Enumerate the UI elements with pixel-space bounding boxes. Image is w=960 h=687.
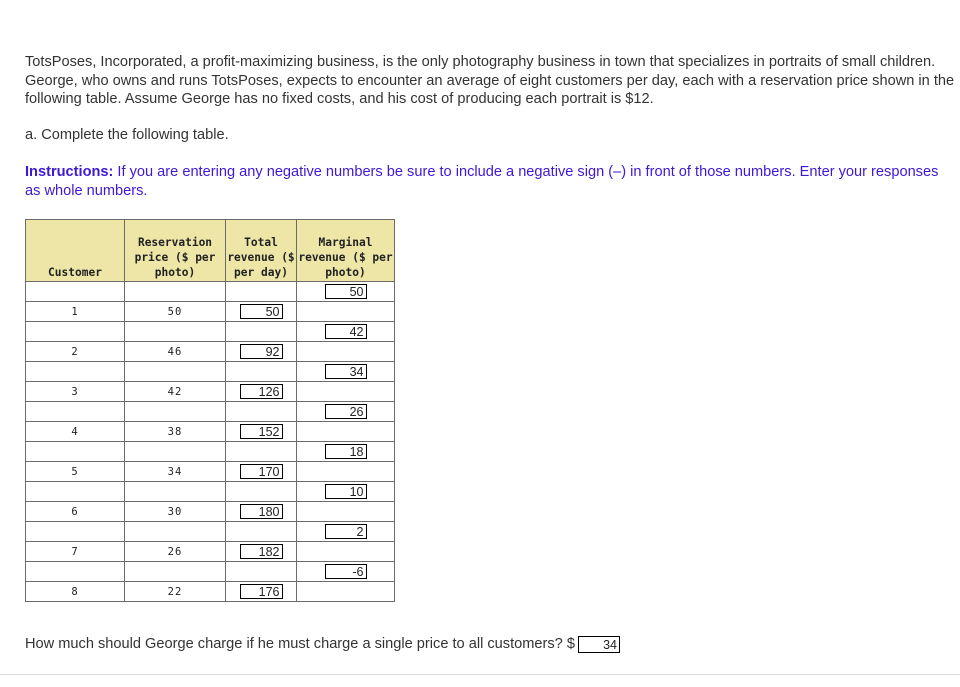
marginal-revenue-input[interactable]: 10 [325,484,367,499]
instructions [25,163,950,200]
header-customer: Customer [26,220,125,282]
customer-cell: 3 [26,382,125,402]
reservation-price-cell: 30 [125,502,226,522]
total-revenue-input[interactable]: 180 [240,504,283,519]
reservation-price-cell: 26 [125,542,226,562]
marginal-revenue-input[interactable]: -6 [325,564,367,579]
customer-cell: 5 [26,462,125,482]
marginal-row [26,522,395,542]
marginal-row [26,562,395,582]
marginal-revenue-input[interactable]: 42 [325,324,367,339]
reservation-price-cell: 46 [125,342,226,362]
customer-cell: 2 [26,342,125,362]
reservation-price-cell: 42 [125,382,226,402]
customer-cell: 1 [26,302,125,322]
total-revenue-input[interactable]: 170 [240,464,283,479]
total-revenue-input[interactable]: 50 [240,304,283,319]
reservation-price-cell: 38 [125,422,226,442]
marginal-revenue-input[interactable]: 50 [325,284,367,299]
table-row [26,542,395,562]
total-revenue-input[interactable]: 92 [240,344,283,359]
marginal-row [26,402,395,422]
customer-cell: 7 [26,542,125,562]
customer-cell: 4 [26,422,125,442]
header-reservation-price: Reservation price ($ per photo) [125,220,226,282]
divider [0,674,960,675]
marginal-row [26,442,395,462]
marginal-revenue-input[interactable]: 34 [325,364,367,379]
table-row [26,502,395,522]
table-row [26,582,395,602]
reservation-price-cell: 34 [125,462,226,482]
marginal-row [26,282,395,302]
table-row [26,382,395,402]
table-row [26,302,395,322]
header-total-revenue: Total revenue ($ per day) [226,220,297,282]
total-revenue-input[interactable]: 182 [240,544,283,559]
problem-intro: TotsPoses, Incorporated, a profit-maximizing business, is the only photography business in town that specializes in portraits of small children. George, who owns and runs TotsPoses, expects to encounter an average of eight customers per day, each with a reservation price shown in the following table. Assume George has no fixed costs, and his cost of producing each portrait is $12. [25,54,955,107]
total-revenue-input[interactable]: 176 [240,584,283,599]
instructions-label: Instructions: [25,164,114,180]
table-row [26,462,395,482]
price-answer-input[interactable]: 34 [578,636,620,653]
marginal-row [26,482,395,502]
reservation-price-cell: 22 [125,582,226,602]
marginal-row [26,322,395,342]
instructions-text: If you are entering any negative numbers be sure to include a negative sign (–) in front of those numbers. Enter your responses as whole numbers. [25,164,939,199]
customer-cell: 6 [26,502,125,522]
price-question [25,635,620,653]
table-header-row [26,220,395,282]
revenue-table [25,219,395,602]
table-row [26,422,395,442]
total-revenue-input[interactable]: 152 [240,424,283,439]
customer-cell: 8 [26,582,125,602]
total-revenue-input[interactable]: 126 [240,384,283,399]
price-question-text: How much should George charge if he must charge a single price to all customers? $ [25,636,575,652]
marginal-revenue-input[interactable]: 2 [325,524,367,539]
part-a-prompt: a. Complete the following table. [25,127,229,143]
header-marginal-revenue: Marginal revenue ($ per photo) [297,220,395,282]
marginal-row [26,362,395,382]
table-row [26,342,395,362]
reservation-price-cell: 50 [125,302,226,322]
marginal-revenue-input[interactable]: 26 [325,404,367,419]
marginal-revenue-input[interactable]: 18 [325,444,367,459]
